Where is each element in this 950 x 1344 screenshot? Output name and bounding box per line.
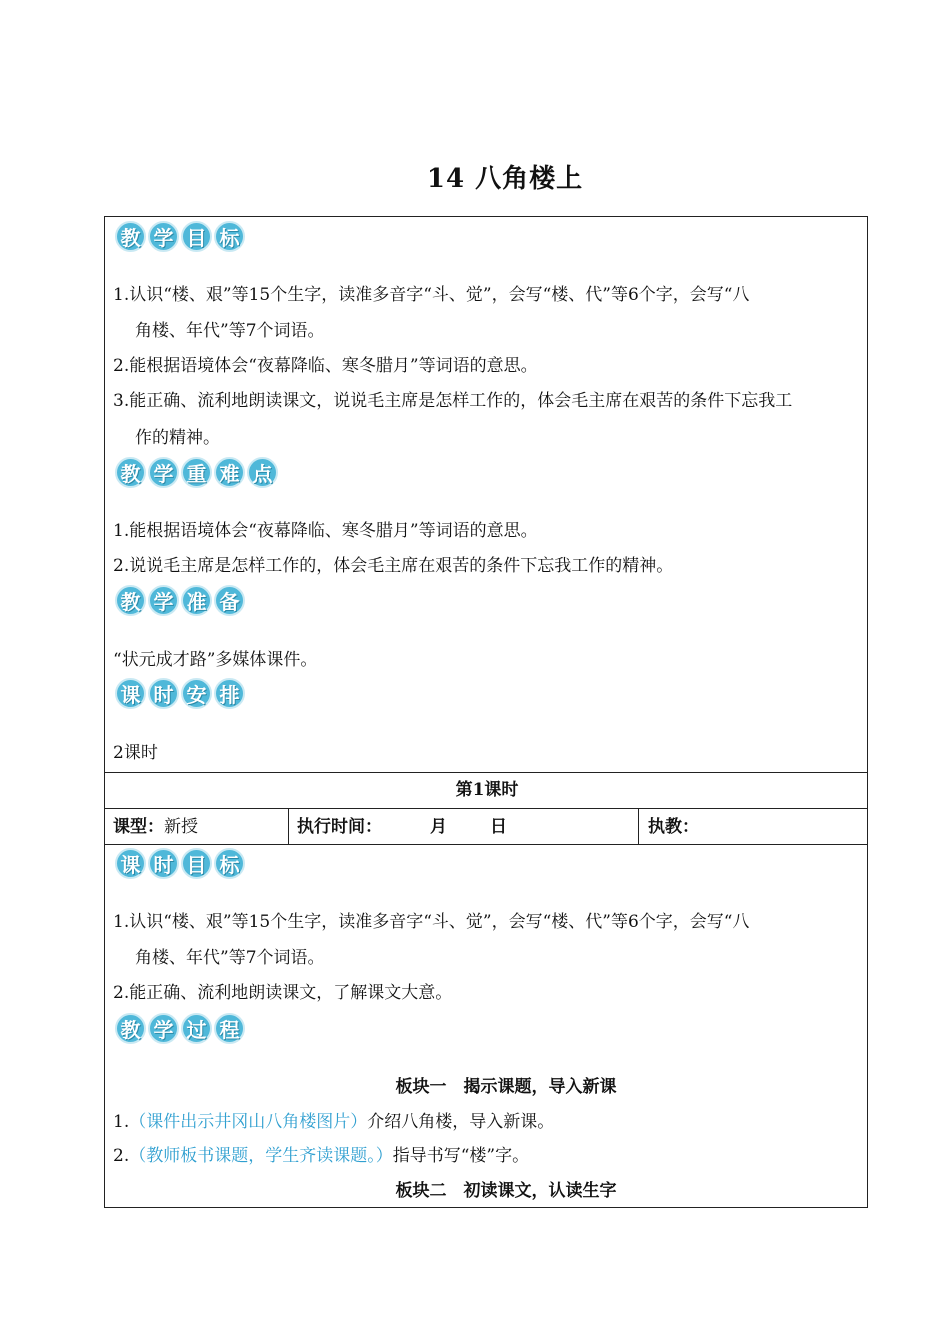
- day-label: 日: [490, 817, 507, 837]
- focus-text: 1.能根据语境体会“夜幕降临、寒冬腊月”等词语的意思。: [113, 521, 538, 541]
- lesson-plan-table: [104, 216, 868, 1208]
- divider: [105, 772, 867, 773]
- goal-text: 角楼、年代”等7个词语。: [135, 321, 325, 341]
- lesson-goal-text: 角楼、年代”等7个词语。: [135, 948, 325, 968]
- goal-text: 作的精神。: [135, 428, 220, 448]
- focus-text: 2.说说毛主席是怎样工作的，体会毛主席在艰苦的条件下忘我工作的精神。: [113, 556, 674, 576]
- lesson-goals-badge: 课 时 目 标: [115, 848, 245, 879]
- preparation-badge: 教 学 准 备: [115, 585, 245, 616]
- schedule-text: 2课时: [113, 743, 158, 763]
- prep-text: “状元成才路”多媒体课件。: [113, 650, 318, 670]
- divider: [105, 844, 867, 845]
- step-two: 2.（教师板书课题，学生齐读课题。）指导书写“楼”字。: [113, 1146, 530, 1166]
- goal-text: 3.能正确、流利地朗读课文，说说毛主席是怎样工作的，体会毛主席在艰苦的条件下忘我工: [113, 391, 793, 411]
- teaching-goals-badge: 教 学 目 标: [115, 221, 245, 252]
- execution-time-label: 执行时间：: [297, 817, 382, 837]
- teaching-process-badge: 教 学 过 程: [115, 1013, 245, 1044]
- block-two-title: 板块二 初读课文，认读生字: [395, 1181, 617, 1201]
- divider: [638, 808, 639, 844]
- divider: [288, 808, 289, 844]
- step-one: 1.（课件出示井冈山八角楼图片）介绍八角楼，导入新课。: [113, 1112, 555, 1132]
- teacher-label: 执教：: [648, 817, 699, 837]
- goal-text: 1.认识“楼、艰”等15个生字，读准多音字“斗、觉”，会写“楼、代”等6个字，会写“八: [113, 285, 750, 305]
- month-label: 月: [430, 817, 447, 837]
- lesson-header: 第1课时: [455, 780, 519, 800]
- lesson-goal-text: 1.认识“楼、艰”等15个生字，读准多音字“斗、觉”，会写“楼、代”等6个字，会写“八: [113, 912, 750, 932]
- goal-text: 2.能根据语境体会“夜幕降临、寒冬腊月”等词语的意思。: [113, 356, 538, 376]
- page-title: 14 八角楼上: [426, 164, 584, 194]
- lesson-type: 课型：新授: [113, 817, 198, 837]
- lesson-goal-text: 2.能正确、流利地朗读课文，了解课文大意。: [113, 983, 453, 1003]
- block-one-title: 板块一 揭示课题，导入新课: [395, 1077, 617, 1097]
- key-points-badge: 教 学 重 难 点: [115, 457, 278, 488]
- divider: [105, 808, 867, 809]
- schedule-badge: 课 时 安 排: [115, 678, 245, 709]
